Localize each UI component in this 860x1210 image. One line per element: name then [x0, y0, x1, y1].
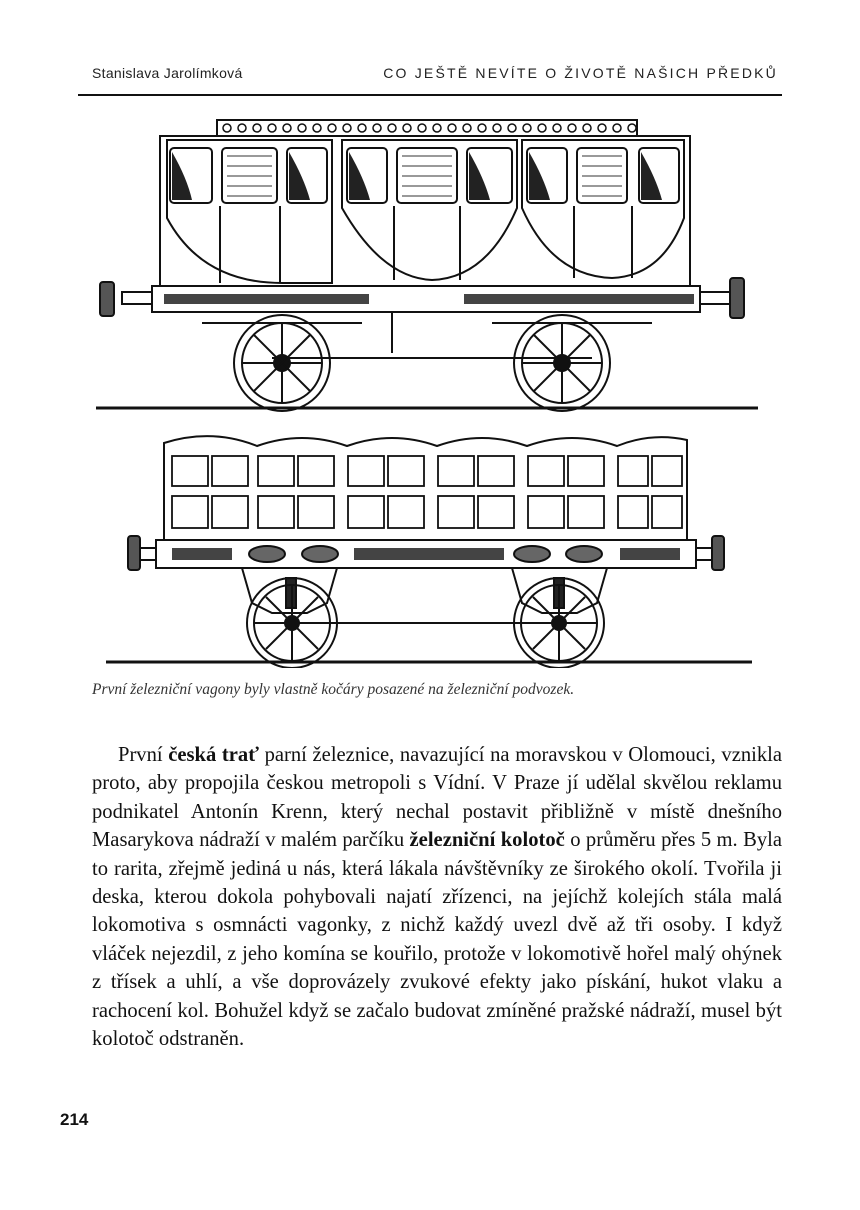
open-wagon-drawing: [106, 436, 752, 668]
railway-carriages-illustration: [92, 108, 762, 668]
text-run: První: [118, 744, 169, 766]
header-rule: [78, 94, 782, 96]
running-header-title: CO JEŠTĚ NEVÍTE O ŽIVOTĚ NAŠICH PŘEDKŮ: [383, 65, 778, 81]
page-number: 214: [60, 1110, 89, 1129]
passenger-carriage-drawing: [96, 120, 758, 411]
body-paragraph: [92, 741, 782, 1053]
bold-term: česká trať: [168, 744, 259, 766]
text-run: parní železnice, navazující na moravskou v Olomouci, vznikla proto, aby propojila českou metropoli s Vídní. V Praze jí udělal skvělou reklamu podnikatel Antonín Krenn, který nechal postavit přibližně v místě dnešního Masarykova nádraží v malém parčíku: [92, 744, 783, 852]
text-run: o průměru přes 5 m. Byla to rarita, zřejmě jediná u nás, která lákala návštěvníky ze širokého okolí. Tvořila ji deska, kterou dokola pohybovali najatí zřízenci, na jejíchž kolejích stála malá lokomotiva s osmnácti vagonky, z nichž každý uvezl dvě až tři osoby. I když vláček nejezdil, z jeho komína se kouřilo, protože v lokomotivě hořel malý ohýnek z třísek a uhlí, a vše doprovázely zvukové efekty jako pískání, hukot vlaku a rachocení kol. Bohužel když se začalo budovat zmíněné pražské nádraží, musel být kolotoč odstraněn.: [92, 829, 782, 1051]
figure-caption: První železniční vagony byly vlastně kočáry posazené na železniční podvozek.: [92, 681, 575, 698]
running-header-author: Stanislava Jarolímková: [92, 65, 243, 81]
bold-term: železniční kolotoč: [409, 829, 565, 852]
